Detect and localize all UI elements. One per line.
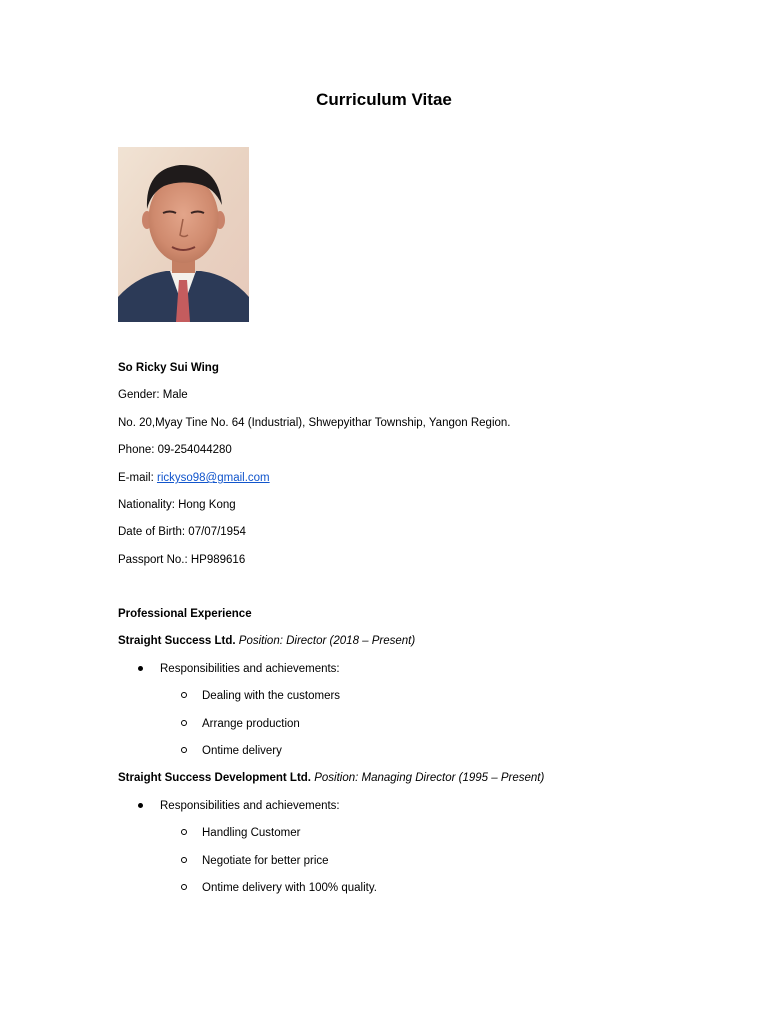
section-heading-experience: Professional Experience bbox=[118, 608, 252, 620]
portrait-image bbox=[118, 147, 249, 322]
page-title: Curriculum Vitae bbox=[316, 90, 452, 109]
person-name: So Ricky Sui Wing bbox=[118, 362, 219, 374]
address-text: No. 20,Myay Tine No. 64 (Industrial), Shwepyithar Township, Yangon Region. bbox=[118, 417, 511, 429]
company-name: Straight Success Development Ltd. bbox=[118, 772, 311, 784]
sub-item: Ontime delivery bbox=[202, 745, 282, 757]
profile-photo bbox=[118, 147, 249, 322]
email-label: E-mail: bbox=[118, 472, 157, 484]
email-row bbox=[118, 470, 270, 486]
bullet-item: Responsibilities and achievements: bbox=[160, 663, 340, 675]
circle-bullet-icon bbox=[181, 857, 187, 863]
gender-text: Gender: Male bbox=[118, 389, 188, 401]
sub-item: Handling Customer bbox=[202, 827, 301, 839]
job-position: Position: Managing Director (1995 – Present) bbox=[314, 772, 545, 784]
job-title-row bbox=[118, 770, 544, 786]
sub-item: Dealing with the customers bbox=[202, 690, 341, 702]
email-link[interactable]: rickyso98@gmail.com bbox=[156, 472, 270, 484]
phone-text: Phone: 09-254044280 bbox=[118, 444, 232, 456]
bullet-icon bbox=[138, 666, 143, 671]
nationality-text: Nationality: Hong Kong bbox=[118, 499, 236, 511]
passport-text: Passport No.: HP989616 bbox=[118, 554, 246, 566]
circle-bullet-icon bbox=[181, 747, 187, 753]
company-name: Straight Success Ltd. bbox=[118, 635, 236, 647]
job-position: Position: Director (2018 – Present) bbox=[238, 635, 416, 647]
circle-bullet-icon bbox=[181, 692, 187, 698]
sub-item: Arrange production bbox=[202, 718, 300, 730]
bullet-icon bbox=[138, 803, 143, 808]
circle-bullet-icon bbox=[181, 884, 187, 890]
dob-text: Date of Birth: 07/07/1954 bbox=[118, 526, 246, 538]
circle-bullet-icon bbox=[181, 720, 187, 726]
sub-item: Ontime delivery with 100% quality. bbox=[202, 882, 377, 894]
job-title-row bbox=[118, 633, 415, 649]
circle-bullet-icon bbox=[181, 829, 187, 835]
sub-item: Negotiate for better price bbox=[202, 855, 329, 867]
bullet-item: Responsibilities and achievements: bbox=[160, 800, 340, 812]
